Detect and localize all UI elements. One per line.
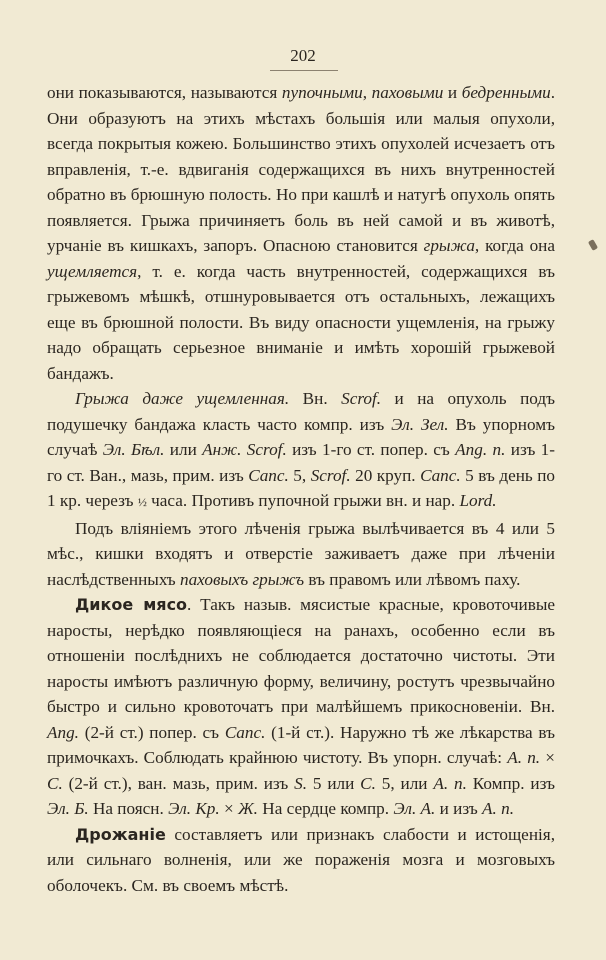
text-run: 5, или: [375, 773, 434, 793]
text-run: и изъ: [435, 799, 483, 818]
text-run: часа. Противъ пупочной грыжи вн. и нар.: [146, 491, 460, 510]
text-run: ½: [137, 495, 147, 509]
italic-text: грыжа: [423, 236, 475, 255]
italic-text: A. n.: [433, 773, 467, 793]
italic-text: паховыхъ грыжъ: [179, 569, 305, 589]
text-run: 20 круп.: [350, 465, 421, 485]
text-run: На сердце компр.: [257, 799, 394, 818]
text-run: ×: [219, 799, 238, 818]
italic-text: A. n.: [482, 799, 515, 818]
paragraph: [47, 822, 555, 899]
text-run: Компр. изъ: [466, 773, 556, 793]
italic-text: C.: [360, 773, 376, 793]
term-heading: Дрожаніе: [75, 824, 166, 844]
italic-text: Анж. Scrof.: [202, 440, 287, 459]
italic-text: Scrof.: [310, 465, 351, 485]
italic-text: Canc.: [224, 722, 266, 742]
text-run: 5,: [288, 465, 311, 485]
italic-text: Lord.: [459, 491, 497, 510]
paragraph: [47, 592, 555, 822]
italic-text: Эл. Бѣл.: [102, 440, 165, 459]
text-run: и на опухоль подъ подушечку бандажа класть часто компр. изъ: [47, 389, 556, 434]
text-run: (2-й ст.) попер. съ: [78, 722, 225, 742]
text-run: или: [164, 440, 203, 459]
term-heading: Дикое мясо: [75, 595, 188, 614]
text-run: (2-й ст.), ван. мазь, прим. изъ: [62, 773, 295, 793]
text-run: составляетъ или признакъ слабости и истощенія, или сильнаго волненія, или же пораженія мозга и мозговыхъ оболочекъ. См. въ своемъ мѣстѣ.: [47, 824, 555, 895]
italic-text: Эл. А.: [393, 799, 436, 818]
italic-text: Эл. Кр.: [168, 799, 220, 818]
italic-text: паховыми: [371, 83, 444, 102]
text-run: . Они образуютъ на этихъ мѣстахъ большія или малыя опухоли, всегда покрытыя кожею. Большинство этихъ опухолей исчезаетъ отъ вправленія, т.-е. вдвиганія содержащихся въ нихъ внутренностей обратно въ брюшную полость. Но при кашлѣ и натугѣ опухоль опять появляется. Грыжа причиняетъ боль въ ней самой и въ животѣ, урчаніе въ кишкахъ, запоръ. Опасною становится: [47, 83, 556, 255]
page-number: 202: [290, 46, 316, 65]
text-run: Въ упорномъ случаѣ: [47, 414, 556, 459]
italic-text: Canc.: [248, 465, 289, 485]
text-run: они показываются, называются: [47, 83, 282, 102]
text-run: Вн.: [289, 389, 342, 408]
italic-text: S.: [294, 773, 308, 793]
text-run: въ правомъ или лѣвомъ паху.: [304, 569, 521, 589]
italic-text: Эл. Зел.: [391, 414, 449, 434]
text-run: ×: [540, 748, 555, 767]
italic-text: пупочными: [281, 83, 363, 102]
text-run: изъ 1-го ст. попер. съ: [286, 440, 456, 459]
italic-text: ущемляется: [47, 261, 138, 281]
text-run: ,: [362, 83, 372, 102]
italic-text: Ang. n.: [455, 440, 506, 459]
italic-text: A. n.: [507, 748, 541, 767]
italic-text: бедренными: [461, 83, 551, 102]
text-run: 5 или: [307, 773, 361, 793]
italic-text: C.: [47, 773, 63, 793]
text-run: . Такъ назыв. мясистые красные, кровоточивые наросты, нерѣдко появляющіеся на ранахъ, особенно если въ отношеніи послѣднихъ не соблюдается достаточно чистоты. Эти наросты имѣютъ различную форму, величину, ростутъ чрезвычайно быстро и сильно кровоточатъ при малѣйшемъ прикосновеніи. Вн.: [47, 595, 556, 716]
italic-text: Грыжа даже ущемленная.: [75, 389, 290, 408]
italic-text: Canc.: [420, 465, 461, 485]
italic-text: Эл. Б.: [47, 799, 89, 818]
page-text: [47, 80, 555, 898]
text-run: 5 въ день по 1 кр. черезъ: [47, 465, 556, 510]
margin-mark: [588, 239, 598, 251]
text-run: Подъ вліяніемъ этого лѣченія грыжа вылѣчивается въ 4 или 5 мѣс., кишки входятъ и отверстіе заживаетъ даже при лѣченіи наслѣдственныхъ: [47, 518, 555, 589]
text-run: На поясн.: [88, 799, 169, 818]
text-run: изъ 1-го ст. Ван., мазь, прим. изъ: [47, 440, 555, 485]
italic-text: Scrof.: [341, 389, 382, 408]
text-run: (1-й ст.). Наружно тѣ же лѣкарства въ примочкахъ. Соблюдать крайнюю чистоту. Въ упорн. случаѣ:: [47, 722, 556, 767]
paragraph: [47, 516, 555, 593]
header-rule: [270, 70, 338, 71]
italic-text: Ang.: [47, 722, 79, 742]
italic-text: Ж.: [237, 799, 258, 818]
text-run: , когда она: [474, 236, 556, 255]
paragraph: [47, 80, 555, 386]
paragraph: [47, 386, 555, 516]
text-run: и: [443, 83, 462, 102]
text-run: , т. е. когда часть внутренностей, содержащихся въ грыжевомъ мѣшкѣ, отшнуровывается отъ остальныхъ, лежащихъ еще въ брюшной полости. Въ виду опасности ущемленія, на грыжу надо обращать серьезное вниманіе и имѣть хорошій грыжевой бандажъ.: [47, 261, 555, 383]
